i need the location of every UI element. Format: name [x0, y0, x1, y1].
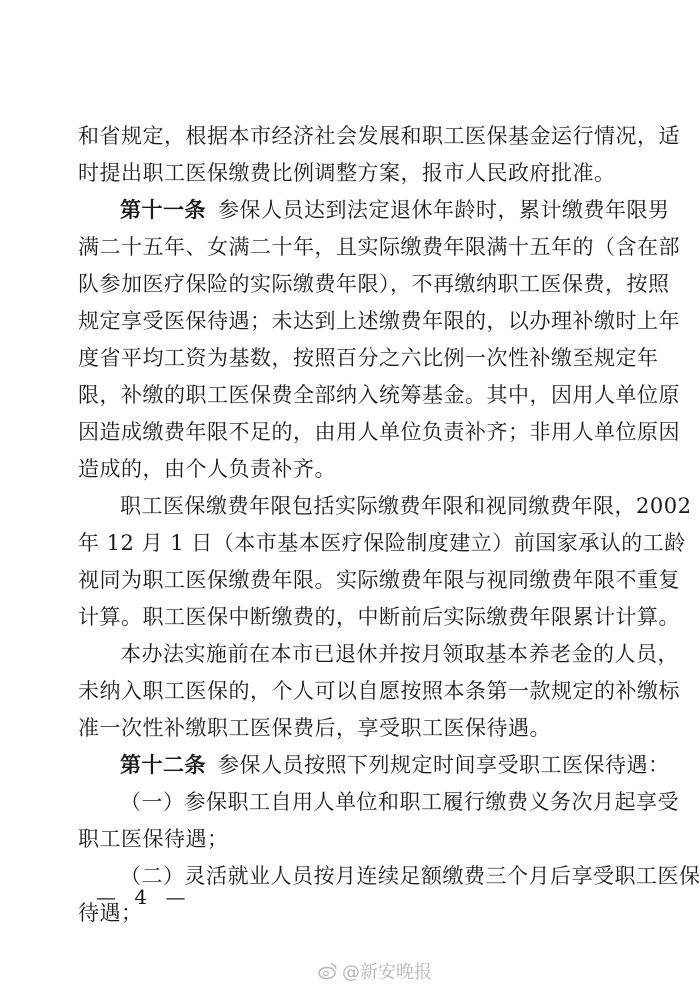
page-number: — 4 —: [96, 885, 192, 909]
text-line: （二）灵活就业人员按月连续足额缴费三个月后享受职工医保: [120, 864, 700, 888]
text-line: 视同为职工医保缴费年限。实际缴费年限与视同缴费年限不重复: [78, 568, 680, 592]
text-line: 和省规定，根据本市经济社会发展和职工医保基金运行情况，适: [78, 124, 680, 148]
watermark: [318, 958, 432, 984]
watermark-text: @新安晚报: [342, 962, 432, 983]
text-line: 准一次性补缴职工医保费后，享受职工医保待遇。: [78, 716, 551, 740]
text-line: 参保人员达到法定退休年龄时，累计缴费年限男: [218, 198, 670, 222]
text-line: 满二十五年、女满二十年，且实际缴费年限满十五年的（含在部: [78, 235, 680, 259]
text-line: 参保人员按照下列规定时间享受职工医保待遇：: [218, 753, 670, 777]
text-line: 职工医保待遇；: [78, 827, 229, 851]
text-line: 本办法实施前在本市已退休并按月领取基本养老金的人员，: [120, 642, 679, 666]
document-body: [78, 118, 700, 932]
text-line: 计算。职工医保中断缴费的，中断前后实际缴费年限累计计算。: [78, 605, 680, 629]
article-12-first-line: [78, 747, 670, 784]
article-11-number: 第十一条: [120, 198, 206, 222]
text-line: 因造成缴费年限不足的，由用人单位负责补齐；非用人单位原因: [78, 420, 680, 444]
text-line: 年 12 月 1 日（本市基本医疗保险制度建立）前国家承认的工龄: [78, 531, 686, 555]
text-line: 度省平均工资为基数，按照百分之六比例一次性补缴至规定年: [78, 346, 659, 370]
text-line: （一）参保职工自用人单位和职工履行缴费义务次月起享受: [120, 790, 679, 814]
text-line: 未纳入职工医保的，个人可以自愿按照本条第一款规定的补缴标: [78, 679, 680, 703]
text-line: 造成的，由个人负责补齐。: [78, 457, 336, 481]
text-line: 时提出职工医保缴费比例调整方案，报市人民政府批准。: [78, 161, 616, 185]
text-line: 职工医保缴费年限包括实际缴费年限和视同缴费年限，2002: [120, 494, 692, 518]
text-line: 规定享受医保待遇；未达到上述缴费年限的，以办理补缴时上年: [78, 309, 680, 333]
text-line: 待遇；: [78, 901, 143, 925]
article-11-first-line: [78, 192, 670, 229]
text-line: 队参加医疗保险的实际缴费年限），不再缴纳职工医保费，按照: [78, 272, 670, 296]
weibo-icon: [318, 962, 338, 980]
text-line: 限，补缴的职工医保费全部纳入统筹基金。其中，因用人单位原: [78, 383, 680, 407]
article-12-number: 第十二条: [120, 753, 206, 777]
